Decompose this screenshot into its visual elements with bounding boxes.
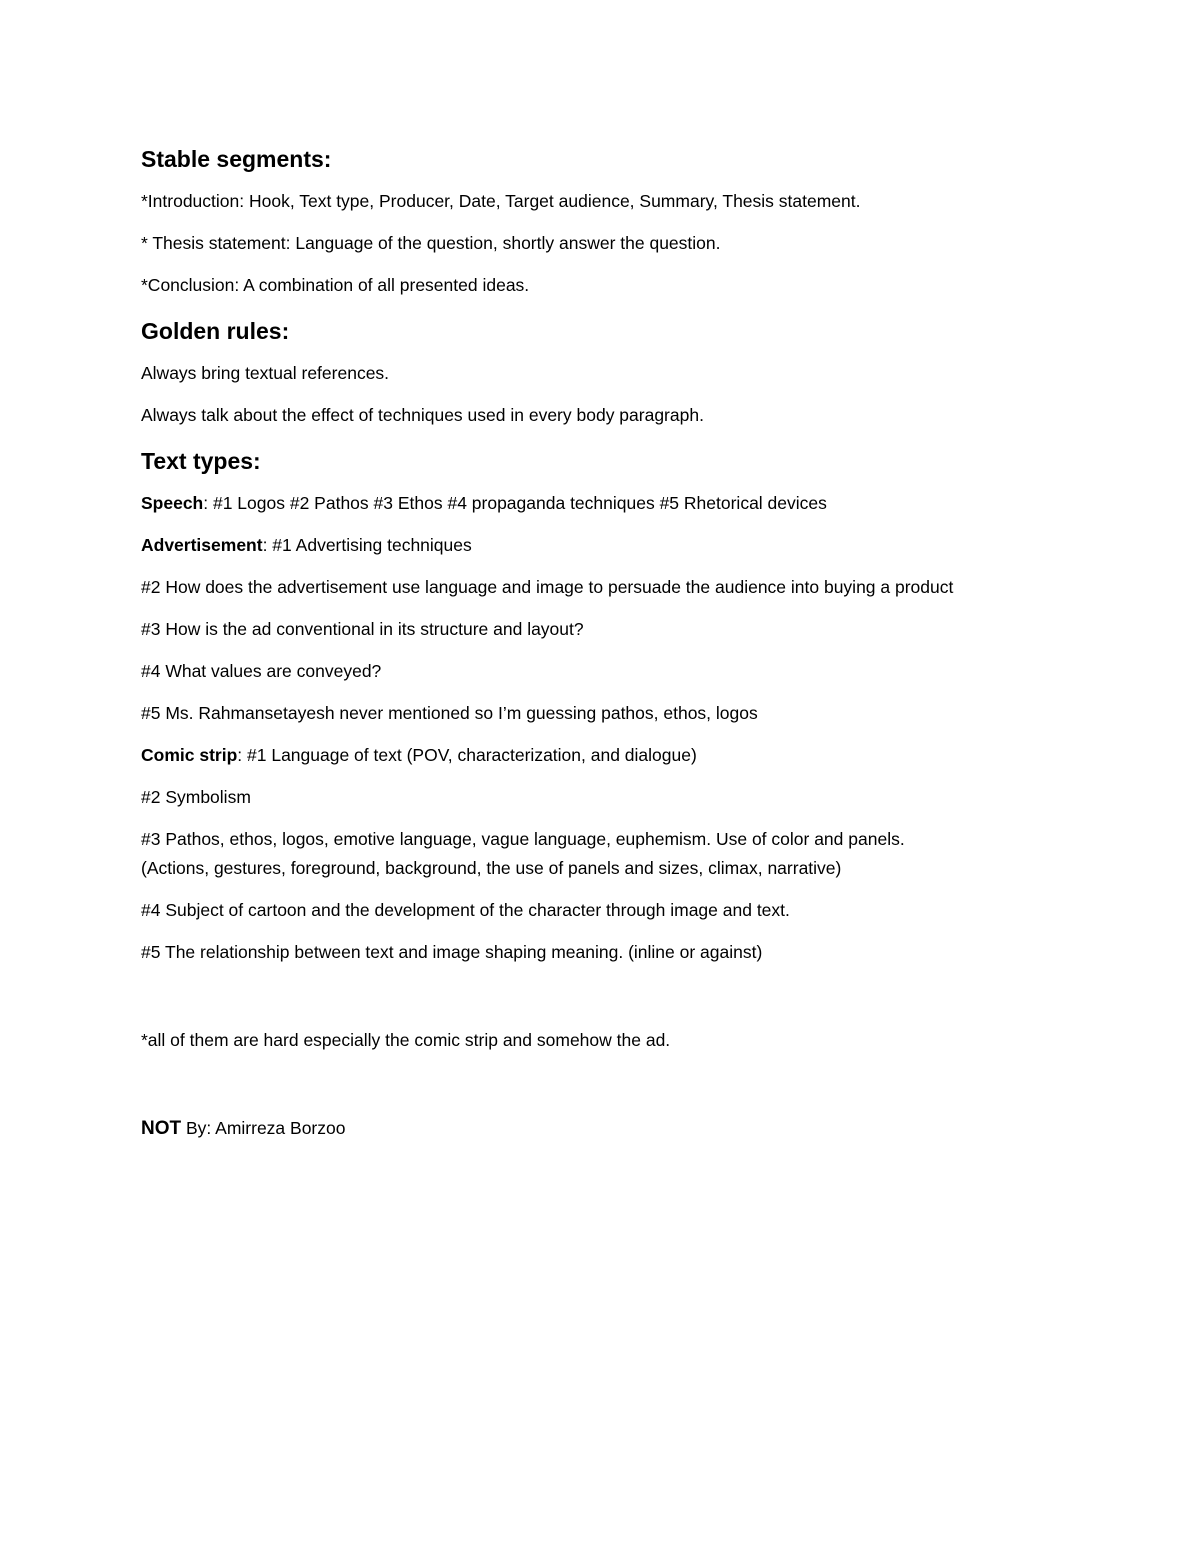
closing-note: *all of them are hard especially the comic strip and somehow the ad. [141,1030,671,1050]
signature-strong: NOT [141,1118,182,1139]
advertisement-label: Advertisement [141,535,263,555]
advertisement-text: : #1 Advertising techniques [262,535,472,555]
comic-item-2: #2 Symbolism [141,787,251,807]
stable-item-introduction: *Introduction: Hook, Text type, Producer, Date, Target audience, Summary, Thesis statement. [141,191,861,211]
signature-author: By: Amirreza Borzoo [181,1118,346,1138]
golden-rule-references: Always bring textual references. [141,363,390,383]
advertisement-line [141,531,1101,560]
spacer [141,982,1101,1026]
golden-rules-heading: Golden rules: [141,318,290,344]
signature-line [141,1114,1101,1143]
stable-item-thesis: * Thesis statement: Language of the question, shortly answer the question. [141,233,721,253]
document-body [141,143,1101,1158]
advertisement-item-5: #5 Ms. Rahmansetayesh never mentioned so I’m guessing pathos, ethos, logos [141,703,758,723]
comic-item-5: #5 The relationship between text and image shaping meaning. (inline or against) [141,942,763,962]
stable-item-conclusion: *Conclusion: A combination of all presented ideas. [141,275,530,295]
comic-item-4: #4 Subject of cartoon and the development of the character through image and text. [141,900,790,920]
comic-strip-line [141,741,1101,770]
text-types-heading: Text types: [141,448,261,474]
spacer [141,1070,1101,1114]
advertisement-item-4: #4 What values are conveyed? [141,661,382,681]
speech-label: Speech [141,493,204,513]
comic-strip-label: Comic strip [141,745,238,765]
comic-item-3 [141,825,1101,883]
speech-text: : #1 Logos #2 Pathos #3 Ethos #4 propaganda techniques #5 Rhetorical devices [203,493,827,513]
comic-strip-text: : #1 Language of text (POV, characterization, and dialogue) [237,745,697,765]
advertisement-item-3: #3 How is the ad conventional in its structure and layout? [141,619,584,639]
comic-item-3-line-2: (Actions, gestures, foreground, background, the use of panels and sizes, climax, narrative) [141,858,842,878]
comic-item-3-line-1: #3 Pathos, ethos, logos, emotive language, vague language, euphemism. Use of color and panels. [141,829,905,849]
speech-line [141,489,1101,518]
golden-rule-effect: Always talk about the effect of techniques used in every body paragraph. [141,405,704,425]
stable-segments-heading: Stable segments: [141,146,332,172]
advertisement-item-2: #2 How does the advertisement use language and image to persuade the audience into buying a product [141,577,954,597]
